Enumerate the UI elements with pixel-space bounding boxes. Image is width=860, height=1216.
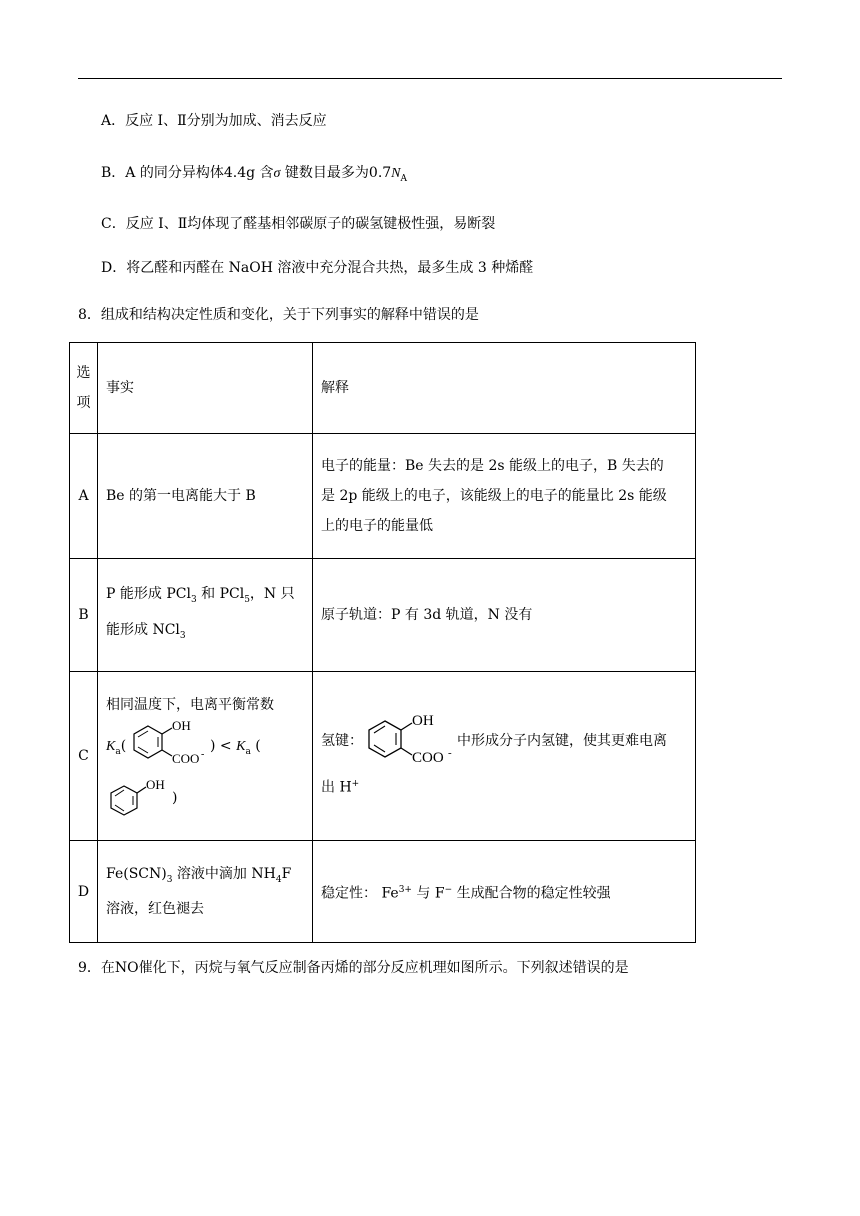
table-row-b	[70, 559, 696, 672]
row-c-explanation: 氢键： OH COO - 中形成分子内氢键，使其更难电离 出 H+	[313, 672, 696, 841]
svg-text:OH: OH	[172, 718, 191, 733]
salicylate-structure	[128, 716, 208, 772]
row-d-label: D	[70, 841, 98, 943]
row-a-fact: Be 的第一电离能大于 B	[98, 434, 313, 559]
option-a: A．反应 I、Ⅱ分别为加成、消去反应	[101, 113, 327, 129]
svg-text:OH: OH	[146, 777, 165, 792]
option-b: B．A 的同分异构体4.4g 含σ 键数目最多为$0.7N_A$	[101, 165, 408, 184]
header-rule	[78, 78, 782, 79]
salicylate-hbond-structure	[363, 709, 455, 771]
header-explanation: 解释	[313, 343, 696, 434]
header-option: 选 项	[70, 343, 98, 434]
table-row-d	[70, 841, 696, 943]
header-fact: 事实	[98, 343, 313, 434]
table-row-c	[70, 672, 696, 841]
question-8-stem: 8．组成和结构决定性质和变化，关于下列事实的解释中错误的是	[78, 307, 479, 323]
row-a-label: A	[70, 434, 98, 559]
row-b-fact: P 能形成 PCl$_3$ 和 PCl$_5$，N 只 能形成 NCl$_3$	[98, 559, 313, 672]
svg-text:COO: COO	[412, 750, 444, 767]
phenol-structure	[106, 774, 176, 820]
svg-text:COO: COO	[172, 751, 200, 766]
row-c-fact: 相同温度下，电离平衡常数 $K_a$( OH COO - ) < $K_a$ ( OH )	[98, 672, 313, 841]
option-c: C．反应 I、Ⅱ均体现了醛基相邻碳原子的碳氢键极性强，易断裂	[101, 216, 496, 232]
svg-text:-: -	[201, 749, 205, 760]
question-9-stem: 9．在NO催化下，丙烷与氧气反应制备丙烯的部分反应机理如图所示。下列叙述错误的是	[78, 960, 629, 976]
row-c-label: C	[70, 672, 98, 841]
svg-text:OH: OH	[412, 713, 434, 730]
row-b-label: B	[70, 559, 98, 672]
explanation-table	[69, 342, 696, 943]
row-d-explanation: 稳定性： $Fe^{3+}$ 与 F− 生成配合物的稳定性较强	[313, 841, 696, 943]
option-d: D．将乙醛和丙醛在 NaOH 溶液中充分混合共热，最多生成 3 种烯醛	[101, 260, 534, 276]
row-b-explanation: 原子轨道：P 有 3d 轨道，N 没有	[313, 559, 696, 672]
table-header-row	[70, 343, 696, 434]
row-a-explanation: 电子的能量：Be 失去的是 2s 能级上的电子，B 失去的 是 2p 能级上的电子，该能级上的电子的能量比 2s 能级 上的电子的能量低	[313, 434, 696, 559]
row-d-fact: $Fe(SCN)_3$ 溶液中滴加 $NH_4F$ 溶液，红色褪去	[98, 841, 313, 943]
svg-text:-: -	[448, 747, 452, 760]
table-row-a	[70, 434, 696, 559]
